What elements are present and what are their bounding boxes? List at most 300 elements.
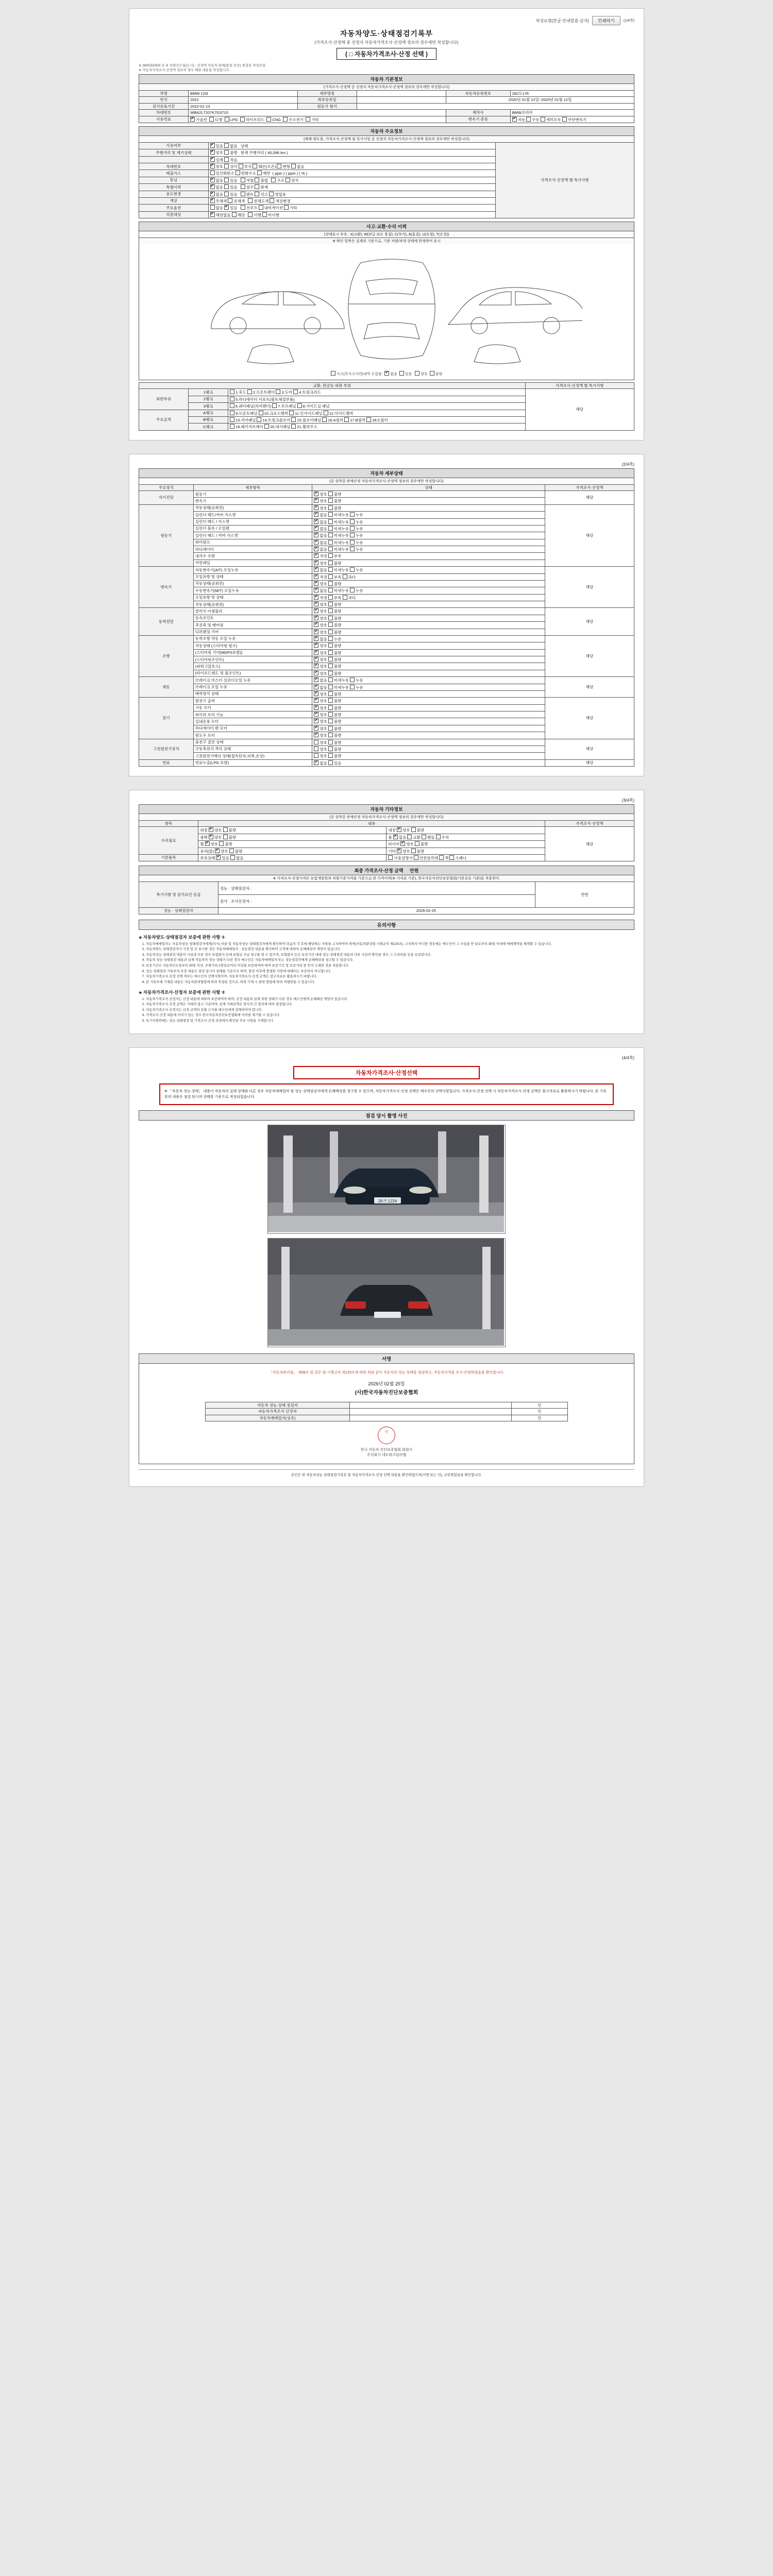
group-transmission: 변속기 [139,567,194,608]
item-options [312,539,545,546]
item-options [312,518,545,525]
option-leak[interactable]: 누유 [350,540,363,545]
option-none[interactable]: ✔ 없음 [314,588,327,593]
item-options [312,649,545,656]
option-bad[interactable]: 불량 [328,643,342,648]
option-bad[interactable]: 불량 [328,616,342,621]
item-options [312,745,545,752]
table-row [139,504,634,511]
option-semi-auto[interactable]: 세미오토 [541,117,561,122]
table-row [139,91,634,97]
option-hydrogen[interactable]: 수소전기 [283,117,304,122]
row-options [208,163,495,170]
option-bad[interactable]: 불량 [223,835,237,840]
option-exists[interactable]: ✔ 있음 [224,206,238,210]
option-gasoline[interactable]: ✔ 가솔린 [190,117,207,122]
price-table [139,882,634,914]
option-good[interactable]: ✔ 양호 [314,602,327,607]
option-minor-leak[interactable]: 미세누유 [328,540,349,545]
part-package-tray[interactable]: 19.패키지트레이 [230,425,263,429]
sign-name-field[interactable] [349,1402,511,1408]
option-bad[interactable]: 불량 [328,692,342,697]
document-pages [0,8,773,1521]
option-bad[interactable]: 불량 [328,747,342,752]
part-roof-panel[interactable]: 7.루프패널 [272,404,296,409]
option-good[interactable]: ✔ 양호 [397,828,410,833]
option-deformed[interactable]: 변형 [277,164,290,169]
option-good[interactable]: ✔ 양호 [314,664,327,669]
option-good[interactable]: ✔ 양호 [314,719,327,724]
option-good[interactable]: 양호 [314,747,327,752]
basic-info-band: 자동차 기본정보 [139,74,634,83]
option-minor-leak[interactable]: 미세누유 [328,527,349,531]
option-bad[interactable]: 불량 [430,372,443,376]
option-bad[interactable]: 불량 [328,630,342,635]
option-good[interactable]: ✔ 양호 [314,692,327,697]
notice-item: 1. 자동차가격조사·산정자는 산정 내용에 대하여 보증하여야 하며, 산정 내용과 실제 차량 상태가 다른 경우 매수인에게 손해배상 책임이 있습니다. [146,997,634,1002]
part-inside-panel[interactable]: 11.인사이드패널 [289,411,322,416]
notice-item: 1. 자동차매매업자는 자동차성능·상태점검자에게(지시) 서류 및 자동차성능·상태점검자에게 확인하여 다음의 각 호에 해당하는 사항을 고지하여야 하며(자동차관리법 시행규칙 제120조), 고지하지 아니한 경우에는 매수인이 그 사실을 안 날로부터 30일 이내에 매매계약을 해제할 수 있습니다. [146,942,634,947]
option-chromatic[interactable]: 유채색 [228,199,245,204]
option-leak[interactable]: 누유 [350,527,363,531]
option-fire[interactable]: 화재 [255,185,268,190]
part-front-fender[interactable]: 2.프론트펜더 [247,390,275,395]
item-label: 연료누출(LPG 포함) [193,759,312,766]
option-good[interactable]: 양호 [314,740,327,745]
option-etc[interactable]: 기타 [306,117,319,122]
sub-label-tire: 타이어 [388,842,400,847]
table-row [139,908,634,914]
option-excess[interactable]: 과다 [343,575,356,580]
parts-options [228,403,525,410]
item-label: 워터펌프 [193,539,312,546]
option-good[interactable]: ✔ 양호 [314,499,327,503]
option-insufficient[interactable]: 부족 [328,596,342,600]
part-quarter-panel[interactable]: 6.쿼터패널(리어펜더) [230,404,271,409]
option-exists[interactable]: ✔ 있음 [216,856,229,860]
option-minor-leak[interactable]: 미세누유 [328,685,349,690]
option-triangle[interactable]: 안전삼각대 [414,856,438,860]
option-auto[interactable]: ✔ 자동 [512,117,526,122]
option-minor-leak[interactable]: 미세누유 [328,547,349,552]
price-note: 해당 [545,504,634,566]
notice-item: 6. 성능·상태점검 기록부의 보증 내용은 점검 당시의 상태를 기준으로 하며, 점검 이후에 발생한 사항에 대해서는 보증하지 아니합니다. [146,969,634,974]
item-label: 작동상태 (스티어링 펌프) [193,642,312,649]
part-side-member[interactable]: 12.사이드멤버 [324,411,354,416]
item-options [312,525,545,532]
option-good[interactable]: ✔ 양호 [314,609,327,614]
option-exchange[interactable]: 교환 [407,835,421,840]
option-hybrid[interactable]: 하이브리드 [240,117,264,122]
fuel-label: 사용연료 [139,116,189,123]
option-structure[interactable]: 구조 [271,178,284,183]
signature-table [205,1402,568,1421]
option-yes[interactable]: ✔ 있음 [210,144,224,148]
option-rent[interactable]: 렌트 [241,192,254,197]
option-color-change[interactable]: 색상변경 [270,199,290,204]
option-good[interactable]: ✔ 양호 [314,643,327,648]
group-powertrain: 동력전달 [139,608,194,636]
option-cvt[interactable]: 무단변속기 [562,117,586,122]
part-radiator-support[interactable]: 5.라디에이터 서포트(볼트체결부품) [230,397,295,402]
part-c-pillar[interactable]: 18.C필러 [366,418,388,422]
part-door[interactable]: 3.도어 [276,390,292,395]
option-cng[interactable]: CNG [266,117,281,122]
option-none[interactable]: ✔ 없음 [314,761,327,766]
option-exists[interactable]: 있음 [224,192,238,197]
option-different[interactable]: 상이 [224,164,238,169]
option-good[interactable]: 양호 [314,754,327,758]
option-none[interactable]: ✔ 없음 [314,568,327,572]
option-handle[interactable]: 핸들 [422,835,435,840]
part-hood[interactable]: 1.후드 [230,390,246,395]
item-label: 오일유량 및 상태 [193,573,312,580]
option-good[interactable]: ✔ 양호 [210,150,224,155]
table-row [139,491,634,498]
option-device[interactable]: 장치 [285,178,299,183]
option-minor-leak[interactable]: 미세누유 [328,513,349,517]
option-good[interactable]: ✔ 양호 [314,706,327,710]
option-minor-leak[interactable]: 미세누유 [328,520,349,524]
option-exists[interactable]: 있음 [224,185,238,190]
option-leak[interactable]: 누유 [350,678,363,683]
cell-label: 최초등록일 [297,97,357,103]
item-options [312,739,545,745]
signature-note: 「자동차관리법」 제58조 및 같은 법 시행규칙 제120조에 따라 위와 같이 자동차의 성능·상태를 점검하고, 자동차가격을 조사·산정하였음을 확인합니다. [268,1370,505,1375]
cell-options [198,834,386,840]
item-label: 구동축전지 격리 상태 [193,745,312,752]
option-bad[interactable]: 불량 [328,740,342,745]
part-trunk-floor[interactable]: 14.트렁크플로어 [257,418,290,422]
option-exists[interactable]: 있음 [224,178,238,183]
option-good[interactable]: ✔ 양호 [314,561,327,566]
other-info-sub: (중 장착중 판매산정 자동차가격조사·산정액 정보의 경우에만 작성합니다) [139,814,634,820]
cell-label: 원동기 형식 [297,103,357,109]
option-good[interactable]: ✔ 양호 [314,651,327,655]
part-dash-panel[interactable]: 20.대시패널 [264,425,290,429]
part-wheel-house[interactable]: 21.휠하우스 [291,425,317,429]
item-options [312,759,545,766]
price-note: ※ 가격조사·산정가격은 보험개발원의 차량기준가격을 기준으로 한 가격이며(※ 가격표 기준), 한국자동차진단보증협회(기준공표 기준)를 적용한다. [139,875,634,882]
photo-section-title: 점검 당시 촬영 사진 [139,1110,634,1121]
item-options [312,498,545,504]
option-flood[interactable]: 침수 [241,185,254,190]
option-proper[interactable]: ✔ 적정 [314,575,327,580]
page-3 [129,790,644,1034]
group-brake: 제동 [139,677,194,698]
option-bad[interactable]: 불량 [328,664,342,669]
option-commercial[interactable]: 영업용 [269,192,286,197]
item-label: 변속기 [193,498,312,504]
option-damaged[interactable]: 훼손(오손) [253,164,276,169]
option-none[interactable]: ✔ 없음 [384,372,397,376]
option-good[interactable]: ✔ 양호 [400,842,414,846]
item-label: 윈도우 모터 [193,732,312,739]
option-bad[interactable]: 불량 [328,582,342,586]
option-leak[interactable]: 누유 [350,588,363,593]
option-leak[interactable]: 누유 [350,685,363,690]
rank-label: 1랭크 [189,389,228,396]
option-spanner[interactable]: 스패너 [449,856,466,860]
notice-item: 3. 자동차가격조사·산정자는 산정 금액의 산출 근거를 매수인에게 설명하여야 합니다. [146,1008,634,1013]
group-repair-needed: 수리필요 [139,827,198,855]
red-seal-stamp: 인 [378,1427,395,1444]
cell-options [198,848,386,854]
item-options [312,567,545,573]
main-state-sub: (매매·양도용, 가격조사·산정액 및 특가사업 중 선정자 자동차가격조사·산정액 정보의 경우에만 작성합니다) [139,135,634,142]
option-leak[interactable]: 누유 [350,533,363,538]
option-proper[interactable]: ✔ 적정 [314,554,327,558]
option-bad[interactable]: 불량 [328,671,342,676]
signature-date: 2026년 02월 25일 [368,1381,405,1386]
basic-info-sub: (가격조사·산정액 중 선정자 자동차가격조사·산정액 정보의 경우에만 작성합니다) [139,83,634,90]
option-bad[interactable]: 불량 [328,754,342,758]
option-leak[interactable]: 누유 [350,547,363,552]
option-good[interactable]: ✔ 양호 [314,733,327,738]
option-bad[interactable]: 불량 [328,602,342,607]
option-bad[interactable]: 불량 [328,706,342,710]
option-jack[interactable]: 잭 [439,856,448,860]
option-leak[interactable]: 누유 [350,520,363,524]
option-bad[interactable]: 불량 [415,842,428,846]
part-front-panel[interactable]: 9.프론트패널 [230,411,257,416]
option-minor-leak[interactable]: 미세누유 [328,678,349,683]
price-row-value: 검사 · 조사산정자 : [218,895,535,908]
item-label: 수동변속기(M/T) 오일누유 [193,587,312,594]
option-bad[interactable]: 불량 [224,150,238,155]
option-insufficient[interactable]: 부족 [328,575,342,580]
part-rear-panel[interactable]: 13.리어패널 [230,418,256,422]
option-good[interactable]: ✔ 양호 [314,506,327,511]
price-survey-red-box: ※ 「자동차 성능·상태」 내용이 자동차의 실제 상태와 다른 경우 자동차매매업자 및 성능·상태점검자에게 손해배상을 청구할 수 있으며, 자동차가격조사·산정 선택은 매수인의 선택사항입니다. 가격조사·산정 선택 시 자동차가격조사·산정 금액은 참고자료로 활용하시기 바랍니다. 본 기록부의 내용은 점검 당시의 상태를 기준으로 작성되었습니다. [159,1083,614,1105]
option-leak[interactable]: 누유 [350,513,363,517]
item-options [312,622,545,629]
notice-section-head: ◈ 자동차가격조사·산정자 보증에 관한 사항 ② [139,989,225,995]
option-bad[interactable]: 불량 [328,719,342,724]
part-trunk-lid[interactable]: 4.트렁크리드 [293,390,321,395]
option-none[interactable]: ✔ 없음 [314,533,327,538]
option-minor-leak[interactable]: 미세누유 [328,568,349,572]
option-bad[interactable]: 불량 [219,842,232,846]
option-hc[interactable]: 탄화수소 [236,171,256,176]
row-options [208,177,495,183]
option-bad[interactable]: 불량 [411,828,425,833]
item-options [312,629,545,635]
page-number-1: (1/4쪽) [623,19,634,23]
option-applicable[interactable]: 해당 [232,213,245,217]
option-leak[interactable]: 누유 [350,568,363,572]
option-none[interactable]: ✔ 없음 [314,540,327,545]
option-none[interactable]: ✔ 없음 [314,637,327,641]
option-good[interactable]: ✔ 양호 [397,849,410,854]
detail-sub: (중 장착중 판매산정 자동차가격조사·산정액 정보의 경우에만 작성합니다) [139,478,634,484]
option-illegal[interactable]: 불법 [255,178,268,183]
row-options [208,197,495,204]
parts-options [228,396,525,402]
cell-options [386,834,545,840]
option-accident-none[interactable]: 사고(무사고이력)내역 수집됨 [331,372,382,376]
option-bad[interactable]: 불량 [328,561,342,566]
item-options [312,615,545,621]
option-good[interactable]: ✔ 양호 [209,828,222,833]
option-bad[interactable]: 불량 [328,657,342,662]
option-bad[interactable]: 불량 [328,651,342,655]
option-not-done[interactable]: 미이행 [262,213,279,217]
option-diesel[interactable]: 디젤 [209,117,223,122]
table-row [139,116,634,123]
other-info-band: 자동차 기타정보 [139,804,634,814]
option-bad[interactable]: 불량 [328,609,342,614]
print-button[interactable]: 인쇄하기 [592,16,620,25]
option-none[interactable]: ✔ 없음 [210,178,224,183]
special-note-column: 가격조사·산정액 별 특기사항 [495,142,634,218]
option-exists[interactable]: 있음 [399,372,412,376]
option-minor-leak[interactable]: 미세누유 [328,533,349,538]
option-bad[interactable]: 불량 [223,828,237,833]
option-corrosion[interactable]: 부식 [239,164,252,169]
row-label: 리콜대상 [139,211,209,218]
sign-name-field[interactable] [349,1409,511,1415]
option-exists[interactable]: 있음 [328,761,342,766]
page-2 [129,454,644,776]
option-good[interactable]: ✔ 양호 [210,164,224,169]
item-label: (스티어링 기어(MDPS포함)) [193,649,312,656]
row-options [208,142,495,149]
option-less[interactable]: 적음 [224,158,238,162]
option-none[interactable]: ✔ 없음 [210,185,224,190]
price-seq-head: 연번 [535,882,634,908]
option-none[interactable]: ✔ 없음 [314,685,327,690]
item-label: 동력조향 작동 오일 누유 [193,635,312,642]
option-leak[interactable]: 누유 [328,637,342,641]
item-label: 등속조인트 [193,615,312,621]
item-label: 시동 모터 [193,704,312,711]
part-floor-panel[interactable]: 15.플로어패널 [291,418,321,422]
option-none[interactable]: ✔ 없음 [314,678,327,683]
table-row [139,97,634,103]
item-label: 작동상태(공회전) [193,580,312,587]
item-options [312,711,545,718]
option-manual[interactable]: 사용설명서 [388,856,412,860]
item-options [312,732,545,739]
notice-item: 3. 자동차성능·상태점검 내용이 사실과 다른 경우 보험회사 등에 보험금 지급 청구를 할 수 있으며, 보험회사 등은 보증기간 내에 성능·상태점검 내용과 다른 사실이 확인된 경우 그 수리비용 등을 보상합니다. [146,953,634,958]
option-none[interactable]: ✔ 없음 [314,527,327,531]
sign-name-field[interactable] [349,1415,511,1421]
item-options [312,753,545,759]
option-actual[interactable]: ✔실제 [210,158,224,162]
option-lease[interactable]: 리스 [255,192,268,197]
seal-cell: 인 [511,1409,567,1415]
option-co[interactable]: 일산화탄소 [210,171,234,176]
part-side-sill-panel[interactable]: 8.사이드실 패널 [297,404,330,409]
option-manual[interactable]: 수동 [526,117,540,122]
option-good[interactable]: ✔ 양호 [314,671,327,676]
option-sunroof[interactable]: 선루프 [241,206,258,210]
part-b-pillar[interactable]: 17.B필러 [344,418,365,422]
cell-options [386,848,545,854]
option-bad[interactable]: 불량 [328,623,342,628]
cell-label: 세부명칭 [297,91,357,97]
sub-label-exterior: 외장 [200,828,208,833]
option-navigation[interactable]: 내비게이션 [259,206,283,210]
option-bad[interactable]: 불량 [328,733,342,738]
item-options [312,601,545,608]
option-smoke[interactable]: 매연 [257,171,271,176]
col-sub-item: 세부항목 [193,484,312,490]
document-footer-note: 본인은 위 자동차성능·상태점검기록부 및 자동차가격조사·산정 선택 내용을 확인하였으며(서명 또는 인), 교부받았음을 확인합니다. [139,1469,634,1477]
option-achromatic[interactable]: ✔ 무채색 [210,199,227,204]
item-label: (파워고압호스) [193,663,312,670]
option-good[interactable]: ✔ 양호 [314,616,327,621]
cell-value: WBA2L7207K7G3710 [189,110,446,116]
option-lpg[interactable]: LPG [225,117,238,122]
item-label: 작동상태(공회전) [193,504,312,511]
option-repair[interactable]: 수리 [436,835,449,840]
option-good[interactable]: ✔ 양호 [314,492,327,497]
option-etc[interactable]: 기타 [284,206,297,210]
option-none[interactable]: ✔ 없음 [210,192,224,197]
option-done[interactable]: 이행 [248,213,261,217]
item-options [312,532,545,539]
option-good[interactable]: ✔ 양호 [314,699,327,703]
option-insufficient[interactable]: 부족 [328,554,342,558]
option-bad[interactable]: 불량 [229,849,243,854]
option-good[interactable]: ✔ 양호 [314,582,327,586]
option-none[interactable]: ✔ 없음 [314,520,327,524]
option-none[interactable]: 없음 [291,164,305,169]
table-row [139,103,634,109]
option-no[interactable]: 없음 [224,144,238,148]
option-good[interactable]: ✔ 양호 [314,630,327,635]
option-bad[interactable]: 불량 [411,849,425,854]
option-good[interactable]: ✔ 양호 [314,713,327,717]
cell-options [386,841,545,848]
option-bad[interactable]: 불량 [328,713,342,717]
option-good[interactable]: ✔ 양호 [215,849,228,854]
option-good[interactable]: 양호 [415,372,428,376]
option-full-repaint[interactable]: 전체도색 [248,199,268,204]
option-good[interactable]: ✔ 양호 [314,726,327,731]
photo-front-image [268,1125,504,1232]
option-none[interactable]: 없음 [230,856,244,860]
option-none[interactable]: ✔ 없음 [393,835,407,840]
option-bad[interactable]: 불량 [328,499,342,503]
option-minor-leak[interactable]: 미세누유 [328,588,349,593]
option-good[interactable]: ✔ 양호 [209,835,222,840]
option-good[interactable]: ✔ 양호 [314,657,327,662]
option-legal[interactable]: 적법 [241,178,254,183]
row-options [208,211,495,218]
part-cross-member[interactable]: 10.크로스멤버 [259,411,289,416]
sub-label-polish: 광택 [200,835,208,840]
option-not-applicable[interactable]: ✔ 해당없음 [210,213,231,217]
option-bad[interactable]: 불량 [328,726,342,731]
option-none[interactable]: ✔ 없음 [314,547,327,552]
part-a-pillar[interactable]: 16.A필러 [322,418,343,422]
option-none[interactable]: ✔ 없음 [314,513,327,517]
option-good[interactable]: ✔ 양호 [314,623,327,628]
option-none[interactable]: 없음 [210,206,224,210]
option-bad[interactable]: 불량 [328,699,342,703]
table-row [139,882,634,895]
option-bad[interactable]: 불량 [328,492,342,497]
item-options [312,718,545,725]
option-bad[interactable]: 불량 [328,506,342,511]
option-good[interactable]: ✔ 양호 [205,842,219,846]
option-excess[interactable]: 과다 [343,596,356,600]
option-proper[interactable]: ✔ 적정 [314,596,327,600]
table-row [139,635,634,642]
